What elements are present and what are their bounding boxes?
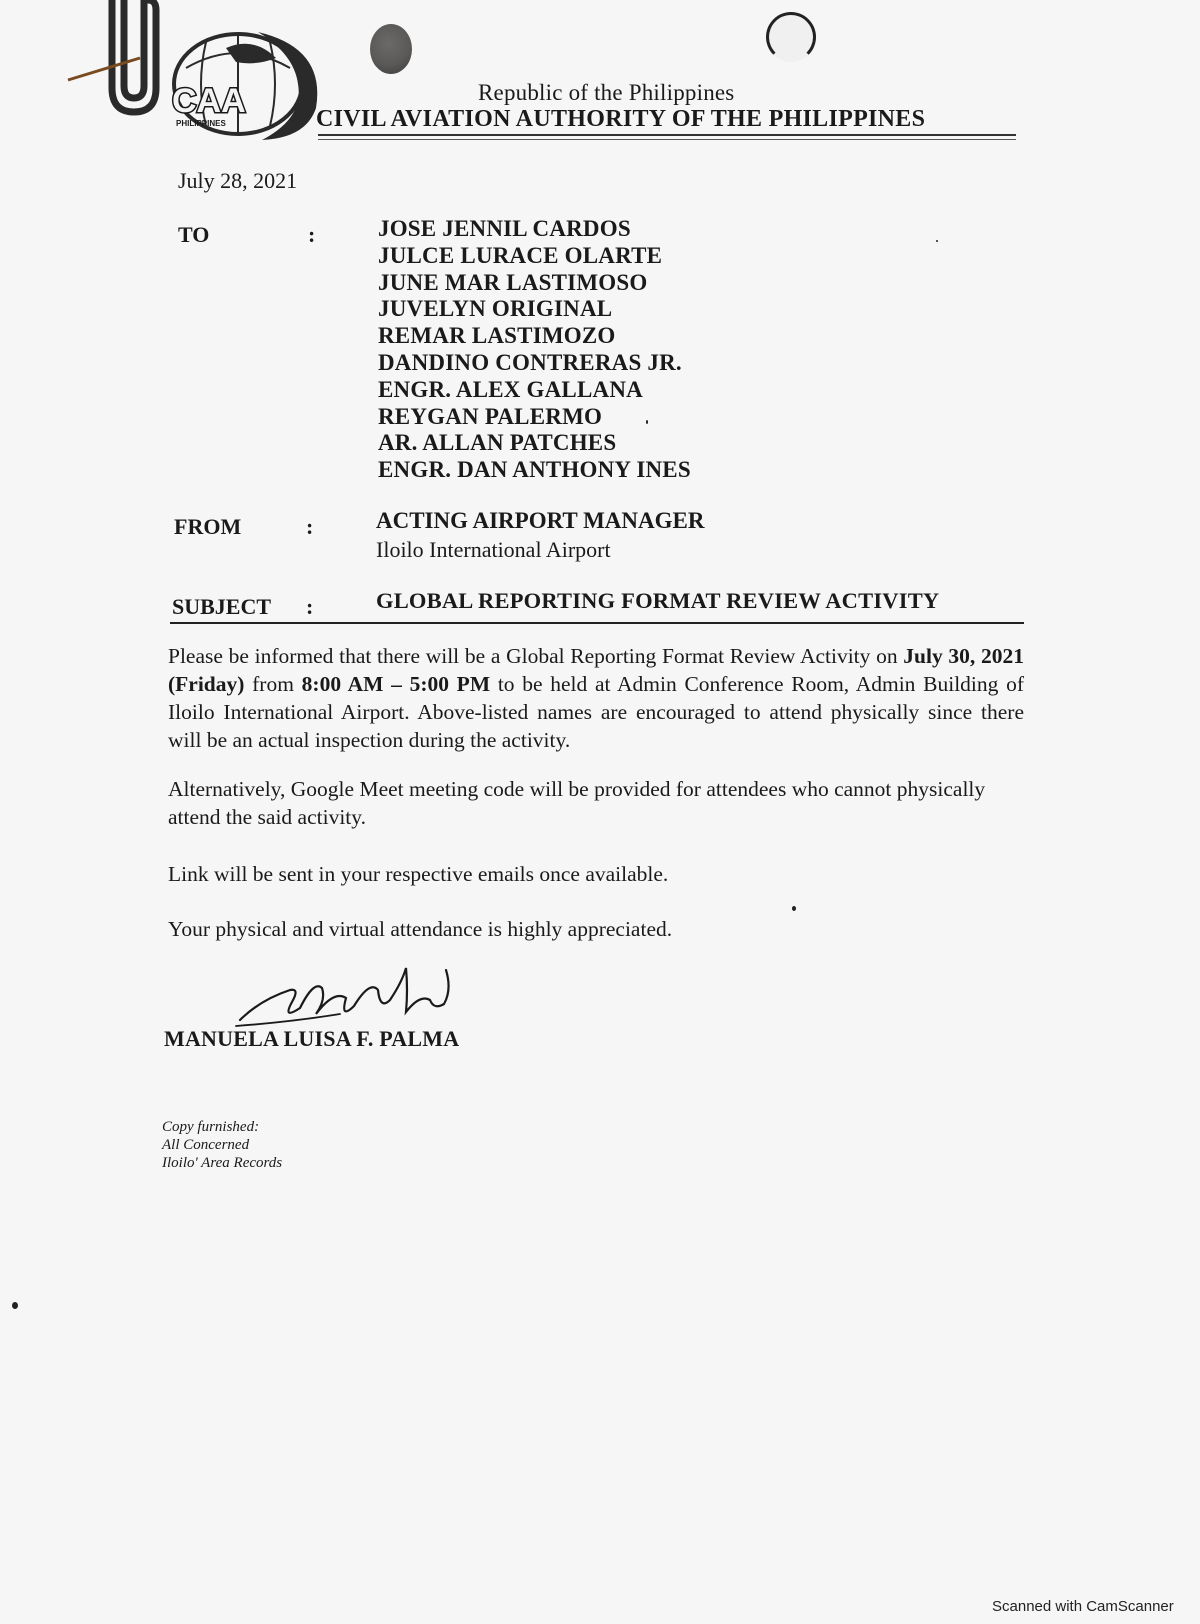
copy-furnished-item: Iloilo' Area Records — [162, 1155, 283, 1171]
to-colon: : — [308, 222, 316, 247]
header-divider — [318, 134, 1016, 136]
from-name: ACTING AIRPORT MANAGER — [376, 508, 705, 533]
copy-furnished-item: All Concerned — [162, 1137, 250, 1153]
subject-divider — [170, 622, 1024, 624]
recipient: JULCE LURACE OLARTE — [378, 242, 663, 268]
subject-text: GLOBAL REPORTING FORMAT REVIEW ACTIVITY — [376, 588, 940, 613]
logo-subtext: PHILIPPINES — [176, 119, 226, 128]
punch-hole — [766, 12, 816, 62]
event-time: 8:00 AM – 5:00 PM — [301, 672, 491, 696]
signer-name: MANUELA LUISA F. PALMA — [164, 1026, 460, 1051]
recipient: JUNE MAR LASTIMOSO — [378, 269, 648, 295]
recipient-list — [378, 216, 691, 484]
to-label: TO — [178, 222, 210, 247]
copy-furnished — [162, 1118, 282, 1172]
recipient: AR. ALLAN PATCHES — [378, 430, 617, 456]
scan-speck — [936, 240, 938, 242]
caa-logo — [166, 18, 326, 143]
punch-hole — [370, 24, 412, 74]
recipient: ENGR. DAN ANTHONY INES — [378, 457, 691, 483]
from-colon: : — [306, 514, 314, 539]
from-place: Iloilo International Airport — [376, 537, 611, 562]
copy-furnished-label: Copy furnished: — [162, 1119, 260, 1135]
body-paragraph-3: Link will be sent in your respective emails once available. — [168, 862, 669, 886]
body-paragraph-4: Your physical and virtual attendance is highly appreciated. — [168, 917, 673, 941]
header-divider — [318, 139, 1016, 140]
subject-colon: : — [306, 594, 314, 619]
recipient: JUVELYN ORIGINAL — [378, 296, 613, 322]
memo-date: July 28, 2021 — [178, 168, 298, 193]
body-paragraph-1 — [168, 642, 1024, 754]
recipient: DANDINO CONTRERAS JR. — [378, 349, 682, 375]
logo-text: CAA — [172, 82, 246, 120]
scan-speck — [646, 420, 648, 424]
p1-text-c: to be held at Admin Conference Room, Admin Building of Iloilo International Airport. Above-listed names are encouraged to attend physically since there will be an actual inspection during the activity. — [168, 672, 1025, 752]
recipient: REMAR LASTIMOZO — [378, 323, 616, 349]
subject-label: SUBJECT — [172, 594, 272, 619]
scan-speck — [12, 1302, 18, 1309]
p1-text-b: from — [244, 672, 302, 696]
header-title: CIVIL AVIATION AUTHORITY OF THE PHILIPPINES — [316, 106, 926, 132]
recipient: JOSE JENNIL CARDOS — [378, 216, 631, 241]
header-subtitle: Republic of the Philippines — [478, 80, 735, 105]
event-date: July 30, 2021 (Friday) — [168, 644, 1024, 696]
from-label: FROM — [174, 514, 242, 539]
scan-speck — [792, 906, 796, 911]
recipient: REYGAN PALERMO — [378, 403, 603, 429]
p1-text-a: Please be informed that there will be a Global Reporting Format Review Activity on — [168, 644, 904, 668]
body-paragraph-2: Alternatively, Google Meet meeting code will be provided for attendees who cannot physically attend the said activity. — [168, 777, 986, 829]
recipient: ENGR. ALEX GALLANA — [378, 376, 643, 402]
paper-clip-icon — [60, 0, 170, 120]
scanner-watermark: Scanned with CamScanner — [992, 1598, 1174, 1615]
